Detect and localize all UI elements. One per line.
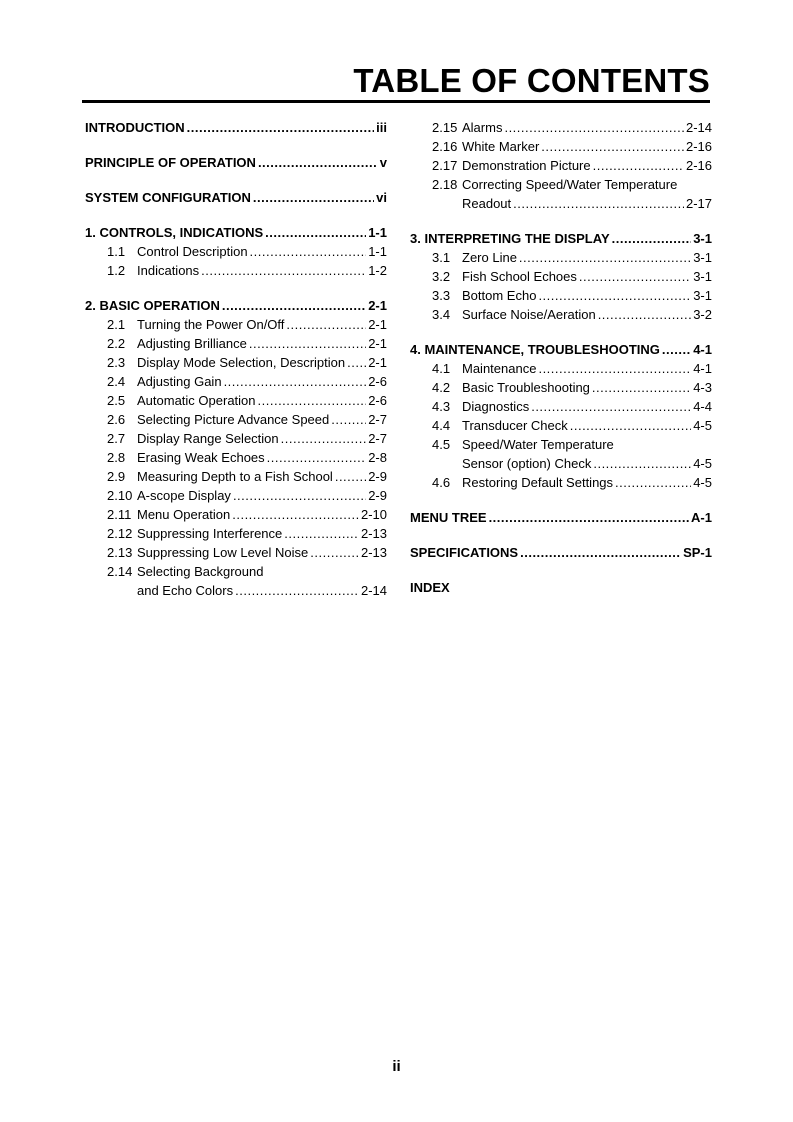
- toc-number: 2.17: [432, 158, 458, 173]
- toc-page: 4-5: [693, 456, 712, 471]
- dot-leader: [538, 359, 691, 378]
- dot-leader: [258, 153, 378, 172]
- toc-label: Erasing Weak Echoes: [137, 450, 265, 465]
- toc-page: 4-5: [693, 475, 712, 490]
- toc-page: 2-9: [368, 488, 387, 503]
- toc-item-1-2[interactable]: [85, 261, 387, 280]
- toc-chapter-1[interactable]: [85, 223, 387, 242]
- toc-label: Measuring Depth to a Fish School: [137, 469, 333, 484]
- toc-page: 4-4: [693, 399, 712, 414]
- toc-page: 1-1: [368, 244, 387, 259]
- toc-label: INDEX: [410, 580, 450, 595]
- toc-item-3-1[interactable]: [410, 248, 712, 267]
- toc-page: 4-3: [693, 380, 712, 395]
- toc-label: MENU TREE: [410, 510, 487, 525]
- dot-leader: [519, 248, 691, 267]
- toc-number: 2.18: [432, 177, 458, 192]
- toc-label: Bottom Echo: [462, 288, 537, 303]
- toc-number: 4.5: [432, 437, 451, 452]
- toc-page: 2-14: [360, 583, 387, 598]
- toc-chapter-2[interactable]: [85, 296, 387, 315]
- toc-number: 2.6: [107, 412, 126, 427]
- toc-item-2-18[interactable]: [410, 175, 712, 194]
- dot-leader: [347, 353, 366, 372]
- toc-label: Adjusting Brilliance: [137, 336, 247, 351]
- dot-leader: [258, 391, 367, 410]
- dot-leader: [579, 267, 691, 286]
- toc-page: 4-5: [693, 418, 712, 433]
- toc-label: Basic Troubleshooting: [462, 380, 590, 395]
- dot-leader: [267, 448, 367, 467]
- title-rule: [82, 100, 710, 103]
- toc-page: 3-1: [693, 269, 712, 284]
- toc-label: 4. MAINTENANCE, TROUBLESHOOTING: [410, 342, 660, 357]
- toc-label: Selecting Background: [137, 564, 264, 579]
- toc-number: 2.16: [432, 139, 458, 154]
- toc-label: Menu Operation: [137, 507, 231, 522]
- toc-label: Maintenance: [462, 361, 537, 376]
- toc-number: 4.2: [432, 380, 451, 395]
- toc-item-4-3[interactable]: [410, 397, 712, 416]
- toc-item-2-13[interactable]: [85, 543, 387, 562]
- toc-number: 4.3: [432, 399, 451, 414]
- toc-number: 2.13: [107, 545, 133, 560]
- dot-leader: [224, 372, 367, 391]
- toc-number: 2.1: [107, 317, 126, 332]
- toc-page: 1-1: [368, 225, 387, 240]
- toc-number: 2.11: [107, 507, 132, 522]
- toc-item-2-14-continued[interactable]: [85, 581, 387, 600]
- toc-page: 2-1: [368, 336, 387, 351]
- toc-page: 2-17: [685, 196, 712, 211]
- toc-page: iii: [376, 120, 387, 135]
- toc-item-2-6[interactable]: [85, 410, 387, 429]
- dot-leader: [281, 429, 367, 448]
- dot-leader: [331, 410, 366, 429]
- toc-label: Speed/Water Temperature: [462, 437, 614, 452]
- toc-label: SYSTEM CONFIGURATION: [85, 190, 251, 205]
- dot-leader: [615, 473, 691, 492]
- toc-number: 2.8: [107, 450, 126, 465]
- toc-page: v: [379, 155, 387, 170]
- dot-leader: [541, 137, 684, 156]
- toc-entry-principle[interactable]: [85, 153, 387, 172]
- toc-number: 2.15: [432, 120, 458, 135]
- toc-item-4-1[interactable]: [410, 359, 712, 378]
- dot-leader: [662, 340, 691, 359]
- toc-item-2-17[interactable]: [410, 156, 712, 175]
- toc-page: 2-6: [368, 374, 387, 389]
- toc-number: 4.6: [432, 475, 451, 490]
- toc-label: White Marker: [462, 139, 540, 154]
- toc-page: 1-2: [368, 263, 387, 278]
- toc-label: SPECIFICATIONS: [410, 545, 519, 560]
- toc-item-2-7[interactable]: [85, 429, 387, 448]
- toc-label: Indications: [137, 263, 200, 278]
- toc-number: 3.3: [432, 288, 451, 303]
- dot-leader: [335, 467, 366, 486]
- toc-label: 2. BASIC OPERATION: [85, 298, 220, 313]
- toc-number: 2.7: [107, 431, 126, 446]
- toc-item-4-4[interactable]: [410, 416, 712, 435]
- toc-page: 4-1: [693, 361, 712, 376]
- toc-page: 2-1: [368, 355, 387, 370]
- page-number: ii: [392, 1058, 401, 1075]
- toc-item-2-16[interactable]: [410, 137, 712, 156]
- toc-label: A-scope Display: [137, 488, 231, 503]
- toc-label: Adjusting Gain: [137, 374, 222, 389]
- toc-page: 2-7: [368, 431, 387, 446]
- dot-leader: [253, 188, 374, 207]
- toc-label: INTRODUCTION: [85, 120, 185, 135]
- toc-label: Zero Line: [462, 250, 517, 265]
- toc-number: 1.2: [107, 263, 126, 278]
- toc-number: 2.3: [107, 355, 126, 370]
- dot-leader: [592, 378, 691, 397]
- dot-leader: [531, 397, 691, 416]
- toc-entry-specifications[interactable]: [410, 543, 712, 562]
- toc-item-4-6[interactable]: [410, 473, 712, 492]
- toc-page: 2-13: [360, 526, 387, 541]
- dot-leader: [310, 543, 359, 562]
- toc-item-2-5[interactable]: [85, 391, 387, 410]
- toc-page: 3-2: [693, 307, 712, 322]
- toc-page: 2-13: [360, 545, 387, 560]
- dot-leader: [570, 416, 691, 435]
- dot-leader: [187, 118, 374, 137]
- toc-chapter-3[interactable]: [410, 229, 712, 248]
- toc-item-2-15[interactable]: [410, 118, 712, 137]
- toc-number: 2.5: [107, 393, 126, 408]
- toc-label: Automatic Operation: [137, 393, 256, 408]
- toc-label: Restoring Default Settings: [462, 475, 614, 490]
- toc-item-2-18-continued[interactable]: [410, 194, 712, 213]
- toc-number: 2.4: [107, 374, 126, 389]
- toc-item-2-4[interactable]: [85, 372, 387, 391]
- toc-label: PRINCIPLE OF OPERATION: [85, 155, 256, 170]
- toc-page: SP-1: [683, 545, 712, 560]
- dot-leader: [538, 286, 691, 305]
- toc-chapter-4[interactable]: [410, 340, 712, 359]
- dot-leader: [232, 505, 359, 524]
- dot-leader: [286, 315, 366, 334]
- toc-page: 2-6: [368, 393, 387, 408]
- toc-page: 3-1: [693, 288, 712, 303]
- toc-number: 2.14: [107, 564, 133, 579]
- toc-number: 1.1: [107, 244, 126, 259]
- dot-leader: [598, 305, 692, 324]
- toc-page: 2-8: [368, 450, 387, 465]
- toc-item-3-4[interactable]: [410, 305, 712, 324]
- toc-number: 2.10: [107, 488, 133, 503]
- toc-number: 3.2: [432, 269, 451, 284]
- toc-item-4-5[interactable]: [410, 435, 712, 454]
- toc-item-2-9[interactable]: [85, 467, 387, 486]
- toc-entry-index[interactable]: [410, 578, 712, 597]
- toc-item-3-2[interactable]: [410, 267, 712, 286]
- toc-label: Control Description: [137, 244, 248, 259]
- toc-page: vi: [376, 190, 387, 205]
- toc-item-3-3[interactable]: [410, 286, 712, 305]
- toc-page: 2-1: [368, 298, 387, 313]
- toc-label: Display Mode Selection, Description: [137, 355, 346, 370]
- toc-item-2-3[interactable]: [85, 353, 387, 372]
- toc-label: Demonstration Picture: [462, 158, 591, 173]
- toc-label: Suppressing Interference: [137, 526, 283, 541]
- toc-item-2-1[interactable]: [85, 315, 387, 334]
- toc-label: Display Range Selection: [137, 431, 279, 446]
- dot-leader: [233, 486, 366, 505]
- dot-leader: [265, 223, 366, 242]
- toc-page: 3-1: [693, 231, 712, 246]
- toc-label: 3. INTERPRETING THE DISPLAY: [410, 231, 610, 246]
- toc-label: Diagnostics: [462, 399, 530, 414]
- toc-number: 4.1: [432, 361, 451, 376]
- dot-leader: [513, 194, 684, 213]
- toc-label: Selecting Picture Advance Speed: [137, 412, 330, 427]
- toc-item-4-5-continued[interactable]: [410, 454, 712, 473]
- toc-label: Readout: [462, 196, 512, 211]
- dot-leader: [249, 334, 366, 353]
- toc-page: A-1: [691, 510, 712, 525]
- dot-leader: [250, 242, 367, 261]
- toc-right-column: [410, 118, 712, 597]
- toc-number: 4.4: [432, 418, 451, 433]
- toc-number: 2.12: [107, 526, 133, 541]
- toc-item-2-14[interactable]: [85, 562, 387, 581]
- toc-item-2-10[interactable]: [85, 486, 387, 505]
- toc-label: Correcting Speed/Water Temperature: [462, 177, 678, 192]
- dot-leader: [593, 454, 691, 473]
- toc-entry-menu-tree[interactable]: [410, 508, 712, 527]
- toc-number: 2.2: [107, 336, 126, 351]
- toc-item-4-2[interactable]: [410, 378, 712, 397]
- toc-number: 2.9: [107, 469, 126, 484]
- toc-page: 3-1: [693, 250, 712, 265]
- toc-number: 3.4: [432, 307, 451, 322]
- toc-item-1-1[interactable]: [85, 242, 387, 261]
- toc-label: 1. CONTROLS, INDICATIONS: [85, 225, 264, 240]
- toc-page: 2-14: [685, 120, 712, 135]
- toc-page: 2-16: [685, 139, 712, 154]
- page-title: TABLE OF CONTENTS: [353, 62, 710, 99]
- toc-item-2-12[interactable]: [85, 524, 387, 543]
- dot-leader: [612, 229, 692, 248]
- toc-label: and Echo Colors: [137, 583, 234, 598]
- toc-label: Suppressing Low Level Noise: [137, 545, 309, 560]
- toc-left-column: [85, 118, 387, 600]
- toc-page: 2-16: [685, 158, 712, 173]
- dot-leader: [222, 296, 366, 315]
- toc-entry-system-configuration[interactable]: [85, 188, 387, 207]
- toc-page: 2-7: [368, 412, 387, 427]
- toc-entry-introduction[interactable]: [85, 118, 387, 137]
- toc-label: Transducer Check: [462, 418, 568, 433]
- toc-page: 2-1: [368, 317, 387, 332]
- dot-leader: [504, 118, 684, 137]
- toc-page: 4-1: [693, 342, 712, 357]
- dot-leader: [489, 508, 689, 527]
- toc-item-2-8[interactable]: [85, 448, 387, 467]
- toc-item-2-2[interactable]: [85, 334, 387, 353]
- toc-label: Fish School Echoes: [462, 269, 577, 284]
- toc-item-2-11[interactable]: [85, 505, 387, 524]
- dot-leader: [520, 543, 681, 562]
- toc-label: Sensor (option) Check: [462, 456, 592, 471]
- dot-leader: [284, 524, 359, 543]
- toc-page: 2-9: [368, 469, 387, 484]
- toc-page: 2-10: [360, 507, 387, 522]
- dot-leader: [593, 156, 684, 175]
- dot-leader: [235, 581, 359, 600]
- toc-number: 3.1: [432, 250, 451, 265]
- toc-label: Turning the Power On/Off: [137, 317, 285, 332]
- dot-leader: [201, 261, 366, 280]
- toc-label: Alarms: [462, 120, 503, 135]
- toc-label: Surface Noise/Aeration: [462, 307, 596, 322]
